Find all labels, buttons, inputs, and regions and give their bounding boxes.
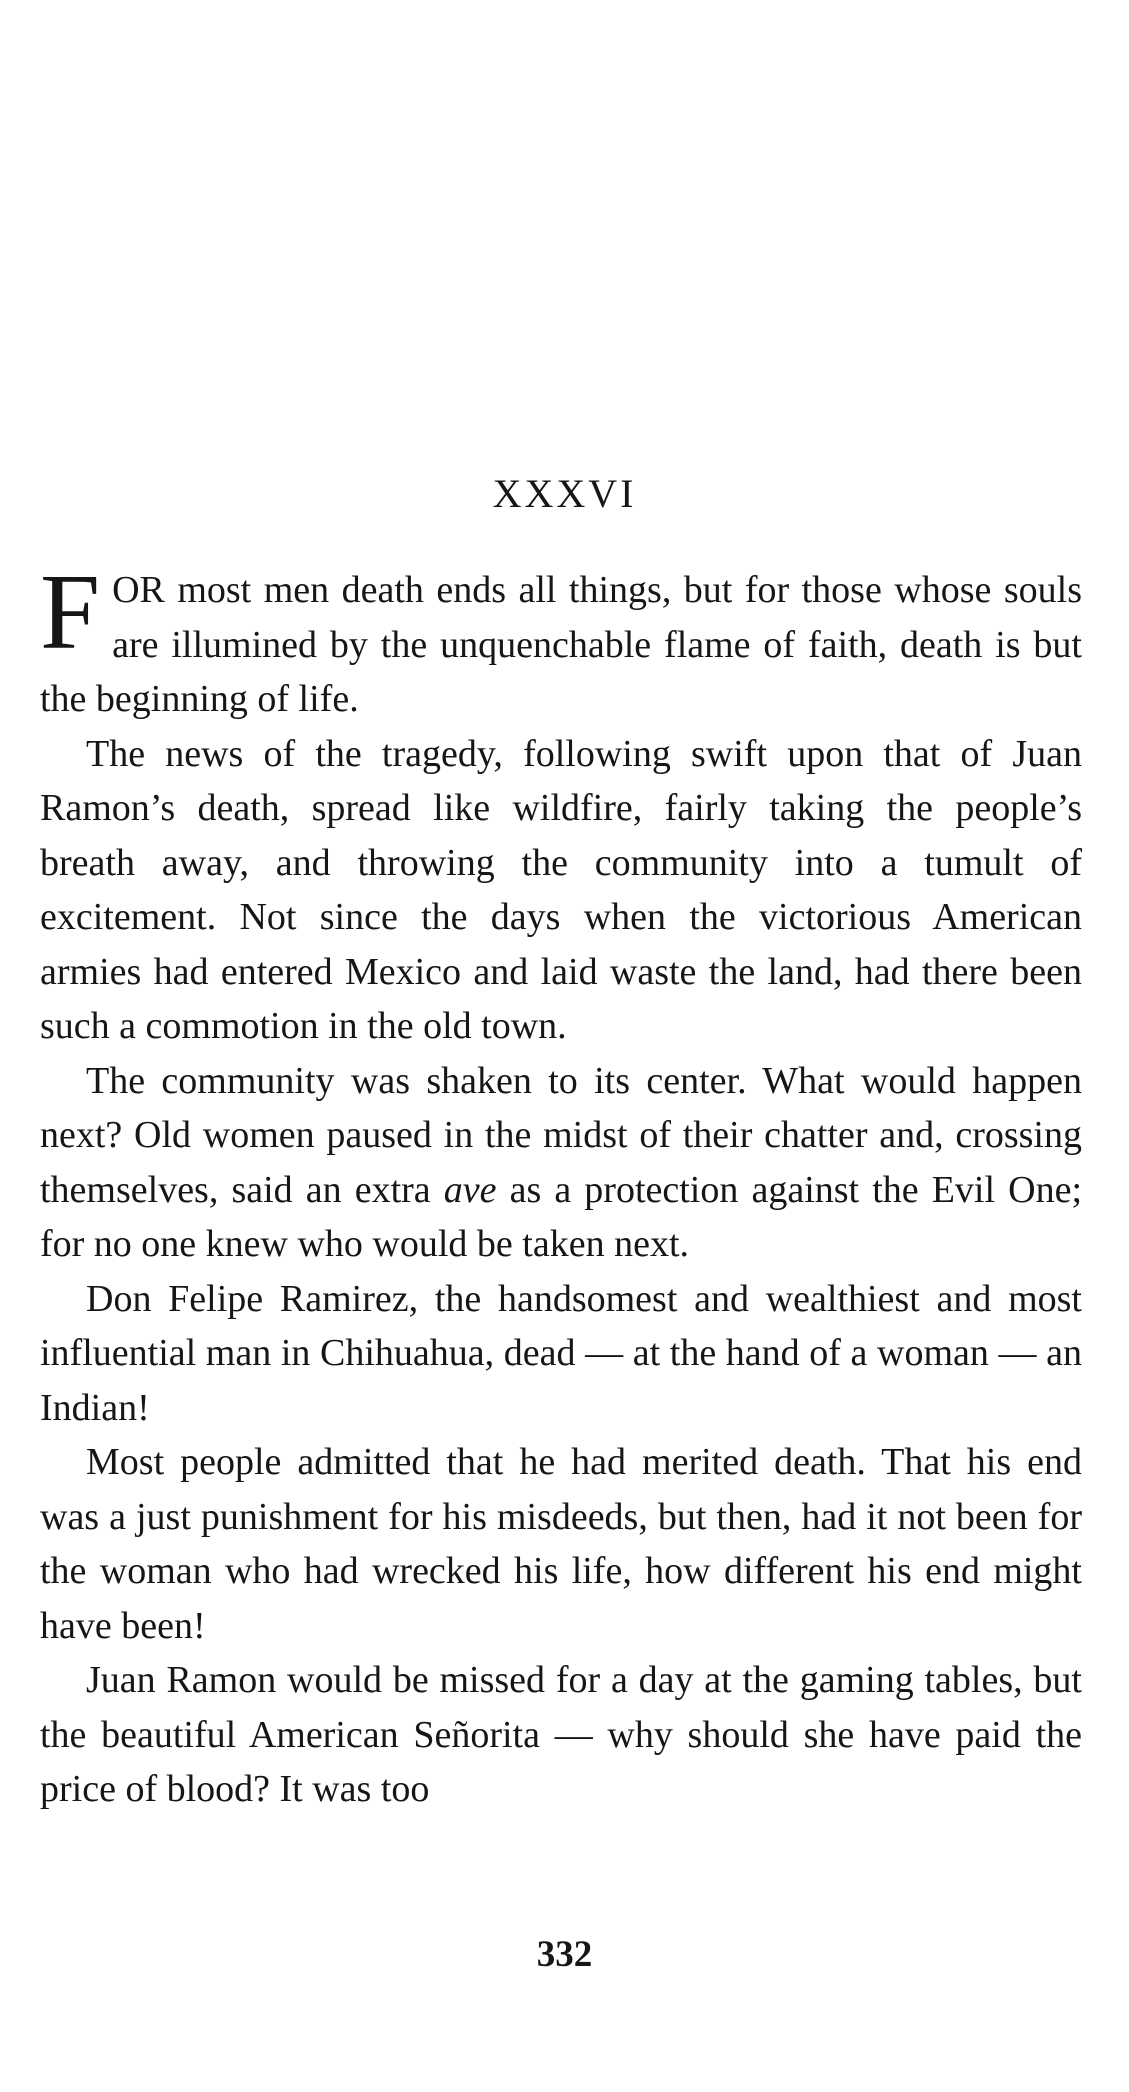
italic-word: ave xyxy=(443,1168,497,1211)
paragraph-1 xyxy=(40,553,1082,727)
chapter-heading: XXXVI xyxy=(492,471,637,516)
paragraph-1-text: OR most men death ends all things, but for those whose souls are illumined by the unquenchable flame of faith, death is but the beginning of life. xyxy=(40,569,1082,720)
page-number: 332 xyxy=(536,1934,593,1975)
body-text xyxy=(40,553,1082,1817)
paragraph-3 xyxy=(40,1054,1082,1272)
paragraph-6: Juan Ramon would be missed for a day at the gaming tables, but the beautiful American Señorita — why should she have paid the price of blood? It was too xyxy=(40,1659,1082,1810)
paragraph-5: Most people admitted that he had merited death. That his end was a just punishment for his misdeeds, but then, had it not been for the woman who had wrecked his life, how different his end might have been! xyxy=(40,1441,1082,1647)
paragraph-3-text-end: as a protection against the Evil One; for no one knew who would be taken next. xyxy=(40,1168,1082,1265)
paragraph-3-text-start: The community was shaken to its center. What would happen next? Old women paused in the midst of their chatter and, crossing themselves, said an extra xyxy=(40,1059,1082,1211)
paragraph-2: The news of the tragedy, following swift upon that of Juan Ramon’s death, spread like wildfire, fairly taking the people’s breath away, and throwing the community into a tumult of excitement. Not since the days when the victorious American armies had entered Mexico and laid waste the land, had there been such a commotion in the old town. xyxy=(40,732,1082,1047)
paragraph-4: Don Felipe Ramirez, the handsomest and wealthiest and most influential man in Chihuahua, dead — at the hand of a woman — an Indian! xyxy=(40,1277,1082,1429)
drop-cap: F xyxy=(40,553,101,672)
